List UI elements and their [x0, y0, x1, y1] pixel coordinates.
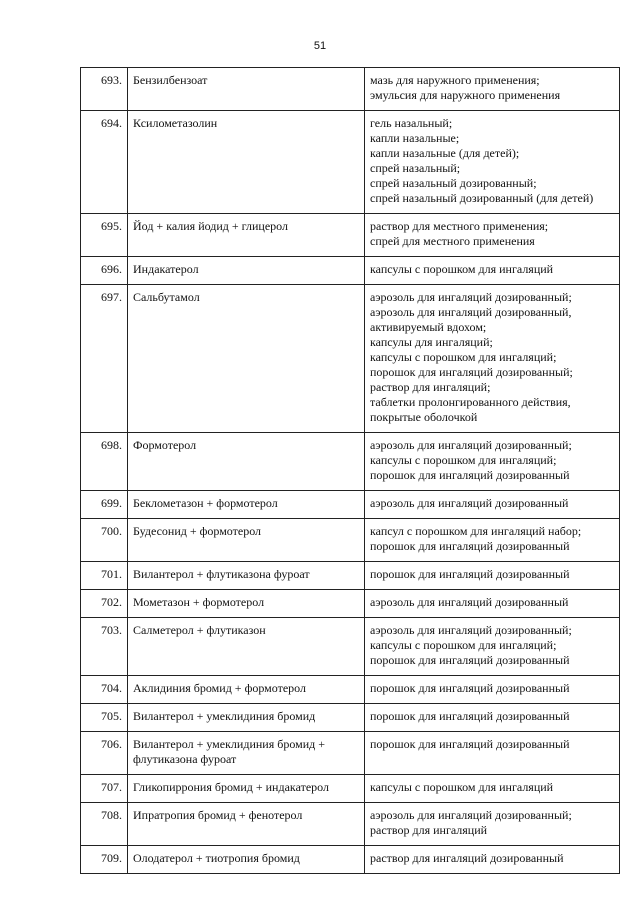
row-number: 694.: [81, 111, 128, 214]
table-row: [81, 803, 620, 846]
row-number: 697.: [81, 285, 128, 433]
table-row: [81, 285, 620, 433]
table-row: [81, 68, 620, 111]
page-number: 51: [313, 40, 327, 52]
dosage-forms: капсулы с порошком для ингаляций: [365, 257, 620, 285]
table-row: [81, 704, 620, 732]
drug-name: Будесонид + формотерол: [128, 519, 365, 562]
drug-table-body: [81, 68, 620, 874]
table-row: [81, 846, 620, 874]
dosage-forms: аэрозоль для ингаляций дозированный; капсулы с порошком для ингаляций; порошок для ингаляций дозированный: [365, 618, 620, 676]
row-number: 705.: [81, 704, 128, 732]
dosage-forms: мазь для наружного применения; эмульсия для наружного применения: [365, 68, 620, 111]
drug-name: Формотерол: [128, 433, 365, 491]
drug-name: Бензилбензоат: [128, 68, 365, 111]
dosage-forms: порошок для ингаляций дозированный: [365, 676, 620, 704]
row-number: 703.: [81, 618, 128, 676]
row-number: 699.: [81, 491, 128, 519]
row-number: 695.: [81, 214, 128, 257]
drug-name: Индакатерол: [128, 257, 365, 285]
dosage-forms: порошок для ингаляций дозированный: [365, 704, 620, 732]
dosage-forms: аэрозоль для ингаляций дозированный; капсулы с порошком для ингаляций; порошок для ингаляций дозированный: [365, 433, 620, 491]
drug-name: Сальбутамол: [128, 285, 365, 433]
drug-name: Беклометазон + формотерол: [128, 491, 365, 519]
row-number: 702.: [81, 590, 128, 618]
row-number: 704.: [81, 676, 128, 704]
dosage-forms: аэрозоль для ингаляций дозированный; раствор для ингаляций: [365, 803, 620, 846]
drug-name: Салметерол + флутиказон: [128, 618, 365, 676]
dosage-forms: раствор для ингаляций дозированный: [365, 846, 620, 874]
row-number: 701.: [81, 562, 128, 590]
drug-name: Аклидиния бромид + формотерол: [128, 676, 365, 704]
drug-name: Ипратропия бромид + фенотерол: [128, 803, 365, 846]
table-row: [81, 491, 620, 519]
row-number: 696.: [81, 257, 128, 285]
drug-name: Гликопиррония бромид + индакатерол: [128, 775, 365, 803]
dosage-forms: капсулы с порошком для ингаляций: [365, 775, 620, 803]
row-number: 698.: [81, 433, 128, 491]
dosage-forms: аэрозоль для ингаляций дозированный: [365, 491, 620, 519]
drug-table: [80, 67, 620, 874]
table-row: [81, 618, 620, 676]
dosage-forms: порошок для ингаляций дозированный: [365, 562, 620, 590]
table-row: [81, 214, 620, 257]
row-number: 708.: [81, 803, 128, 846]
drug-name: Вилантерол + умеклидиния бромид: [128, 704, 365, 732]
drug-name: Олодатерол + тиотропия бромид: [128, 846, 365, 874]
row-number: 709.: [81, 846, 128, 874]
dosage-forms: раствор для местного применения; спрей для местного применения: [365, 214, 620, 257]
dosage-forms: порошок для ингаляций дозированный: [365, 732, 620, 775]
drug-name: Вилантерол + умеклидиния бромид + флутиказона фуроат: [128, 732, 365, 775]
drug-name: Вилантерол + флутиказона фуроат: [128, 562, 365, 590]
table-row: [81, 433, 620, 491]
row-number: 707.: [81, 775, 128, 803]
drug-name: Ксилометазолин: [128, 111, 365, 214]
dosage-forms: аэрозоль для ингаляций дозированный; аэрозоль для ингаляций дозированный, активируемый вдохом; капсулы для ингаляций; капсулы с порошком для ингаляций; порошок для ингаляций дозированный; раствор для ингаляций; таблетки пролонгированного действия, покрытые оболочкой: [365, 285, 620, 433]
table-row: [81, 257, 620, 285]
table-row: [81, 111, 620, 214]
row-number: 693.: [81, 68, 128, 111]
table-row: [81, 676, 620, 704]
dosage-forms: капсул с порошком для ингаляций набор; порошок для ингаляций дозированный: [365, 519, 620, 562]
table-row: [81, 732, 620, 775]
drug-name: Мометазон + формотерол: [128, 590, 365, 618]
dosage-forms: аэрозоль для ингаляций дозированный: [365, 590, 620, 618]
table-row: [81, 519, 620, 562]
drug-name: Йод + калия йодид + глицерол: [128, 214, 365, 257]
table-row: [81, 775, 620, 803]
dosage-forms: гель назальный; капли назальные; капли назальные (для детей); спрей назальный; спрей назальный дозированный; спрей назальный дозированный (для детей): [365, 111, 620, 214]
row-number: 700.: [81, 519, 128, 562]
row-number: 706.: [81, 732, 128, 775]
table-row: [81, 562, 620, 590]
table-row: [81, 590, 620, 618]
